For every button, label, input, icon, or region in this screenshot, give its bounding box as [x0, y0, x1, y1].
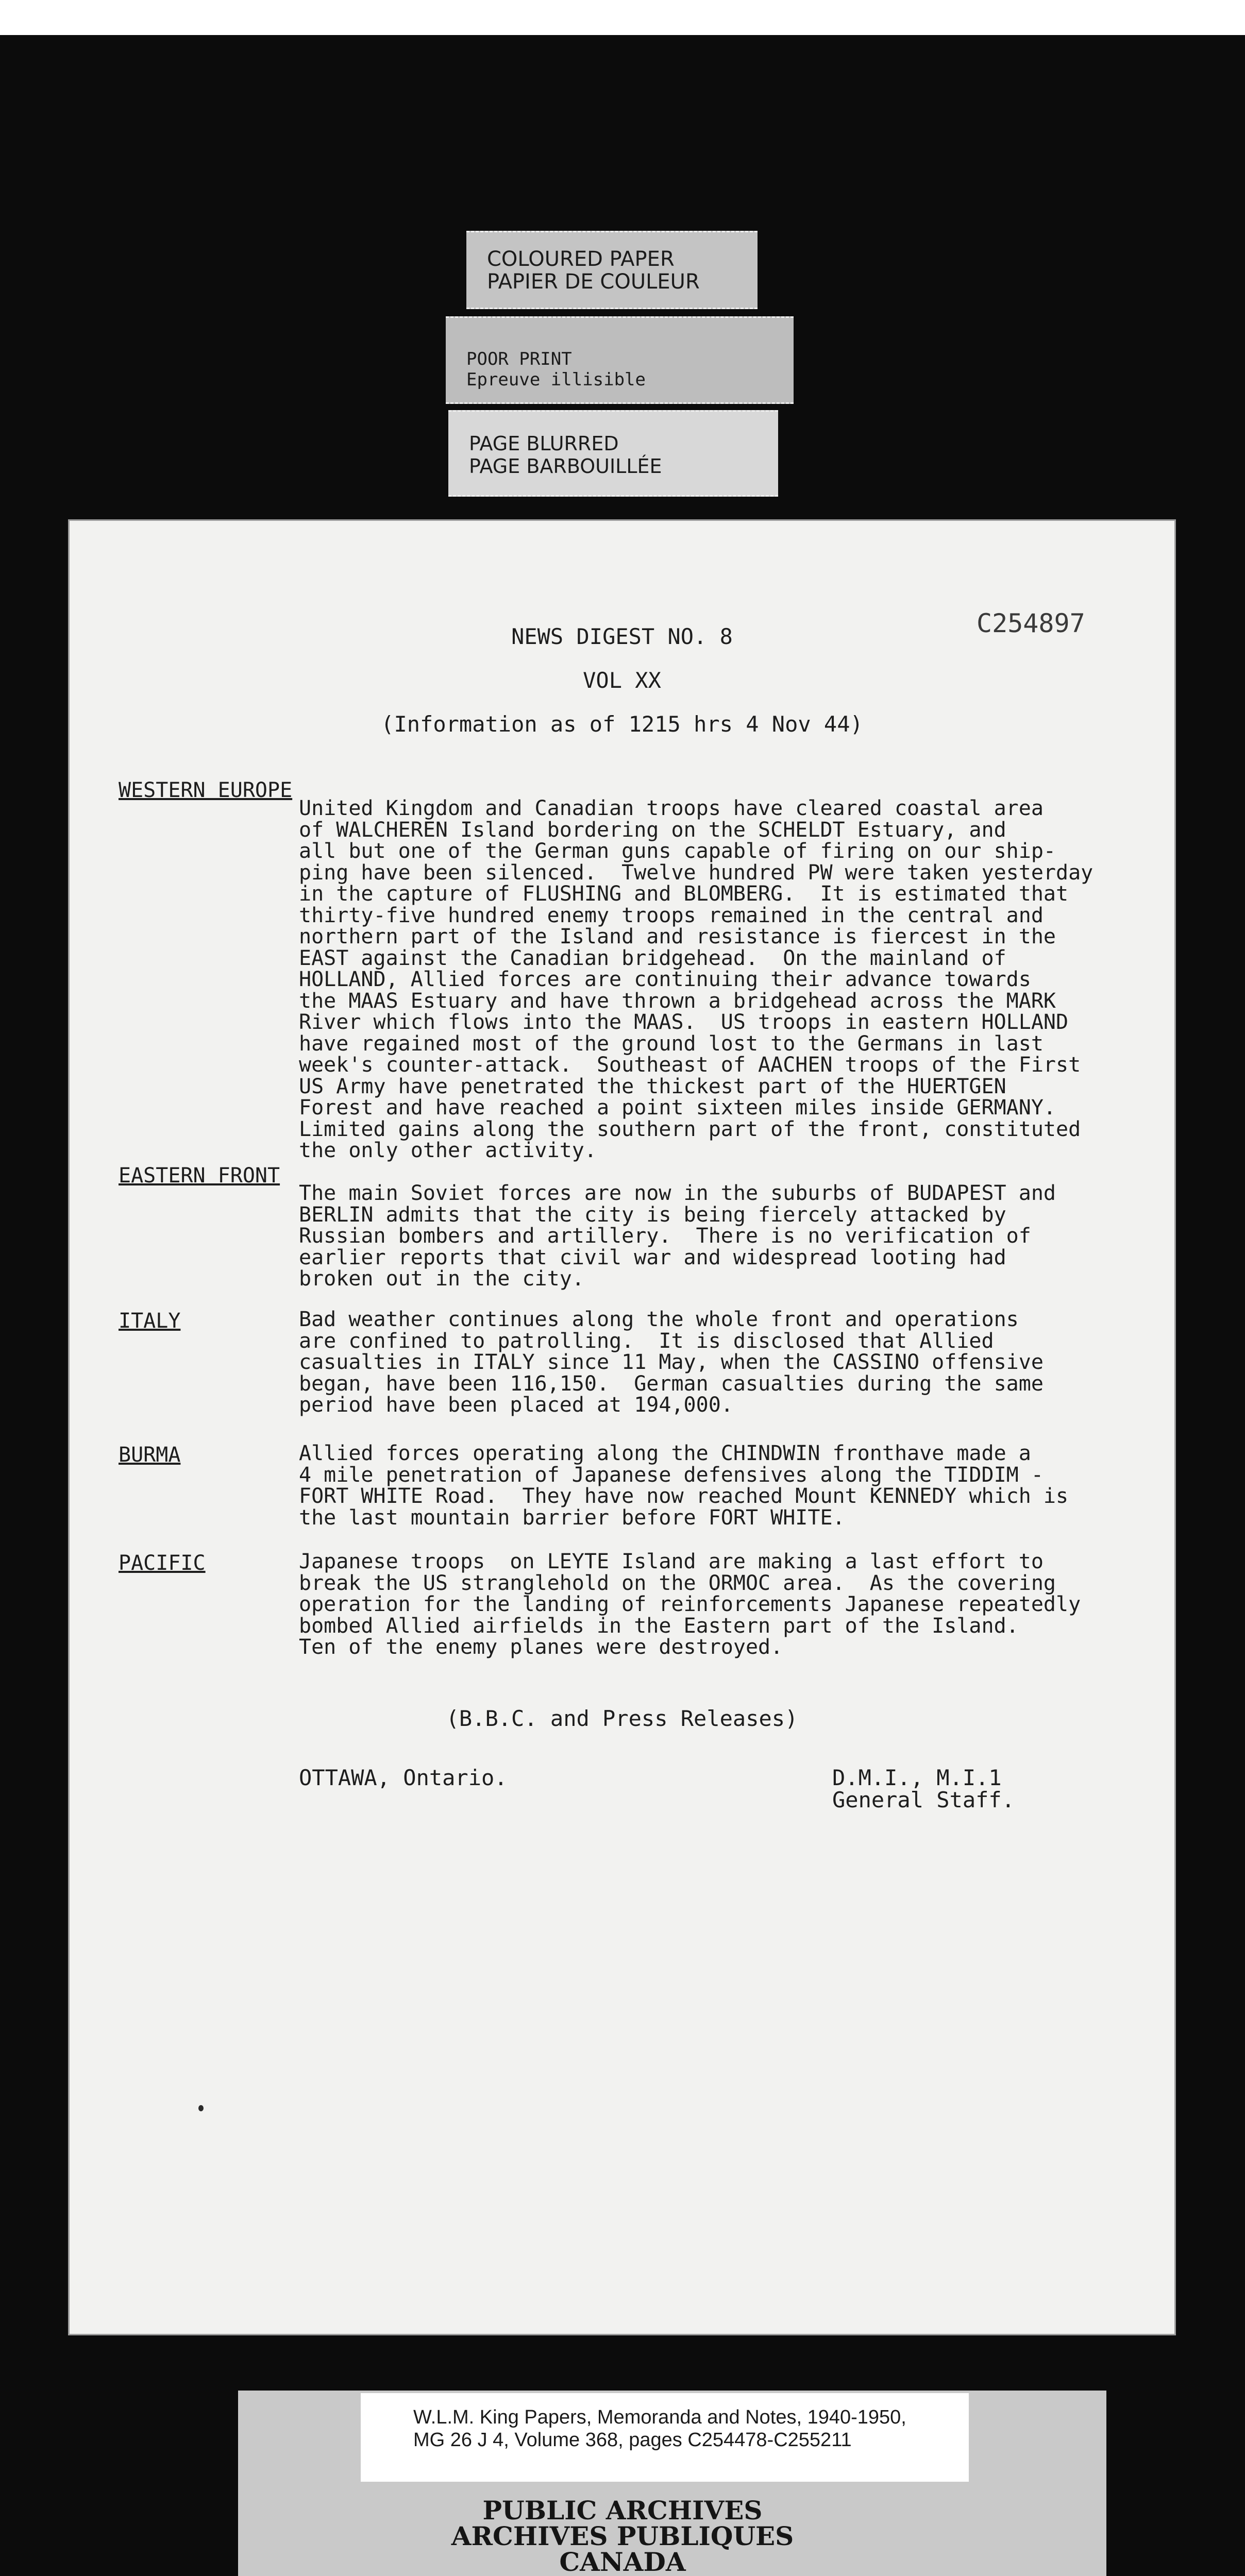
digest-title: NEWS DIGEST NO. 8 — [511, 624, 733, 649]
poor-print-fr: Epreuve illisible — [466, 369, 646, 390]
section-body-pacific: Japanese troops on LEYTE Island are making a last effort to break the US stranglehold on the ORMOC area. As the covering operation for the landing of reinforcements Japanese repeatedly bombed Allied airfields in the Eastern part of the Island. Ten of the enemy planes were destroyed. — [299, 1550, 1081, 1659]
poor-print-en: POOR PRINT — [466, 349, 572, 369]
coloured-paper-fr: PAPIER DE COULEUR — [487, 270, 700, 294]
coloured-paper-en: COLOURED PAPER — [487, 247, 675, 271]
section-body-italy: Bad weather continues along the whole front and operations are confined to patrolling. It is disclosed that Allied casualties in ITALY since 11 May, when the CASSINO offensive began, have been 116,150. German casualties during the same period have been placed at 194,000. — [299, 1308, 1044, 1417]
signature-line-2: General Staff. — [832, 1787, 1015, 1812]
section-body-western-europe: United Kingdom and Canadian troops have cleared coastal area of WALCHEREN Island bordering on the SCHELDT Estuary, and all but one of the German guns capable of firing on our ship- ping have been silenced. Twelve hundred PW were taken yesterday in the capture of FLUSHING and BLOMBERG. It is estimated that thirty-five hundred enemy troops remained in the central and northern part of the Island and resistance is fiercest in the EAST against the Canadian bridgehead. On the mainland of HOLLAND, Allied forces are continuing their advance towards the MAAS Estuary and have thrown a bridgehead across the MARK River which flows into the MAAS. US troops in eastern HOLLAND have regained most of the ground lost to the Germans in last week's counter-attack. Southeast of AACHEN troops of the First US Army have penetrated the thickest part of the HUERTGEN Forest and have reached a point sixteen miles inside GERMANY. Limited gains along the southern part of the front, constituted the only other activity. — [299, 796, 1093, 1162]
source-line: (B.B.C. and Press Releases) — [446, 1706, 798, 1731]
document-number: C254897 — [977, 608, 1085, 638]
archive-stamp-en: PUBLIC ARCHIVES — [482, 2495, 763, 2526]
page-blurred-en: PAGE BLURRED — [469, 432, 619, 455]
section-heading-eastern-front: EASTERN FRONT — [119, 1164, 280, 1188]
page-blurred-fr: PAGE BARBOUILLÉE — [469, 455, 662, 478]
archive-reference-slip — [361, 2393, 969, 2482]
section-heading-western-europe: WESTERN EUROPE — [119, 778, 293, 802]
section-heading-pacific: PACIFIC — [119, 1551, 206, 1575]
archive-slip-line-2: MG 26 J 4, Volume 368, pages C254478-C255211 — [413, 2429, 852, 2451]
section-heading-burma: BURMA — [119, 1443, 181, 1467]
coloured-paper-label — [466, 231, 758, 309]
place-line: OTTAWA, Ontario. — [299, 1765, 508, 1790]
archive-slip-line-1: W.L.M. King Papers, Memoranda and Notes, 1940-1950, — [413, 2406, 906, 2428]
info-line: (Information as of 1215 hrs 4 Nov 44) — [381, 711, 863, 737]
section-body-burma: Allied forces operating along the CHINDWIN fronthave made a 4 mile penetration of Japanese defensives along the TIDDIM - FORT WHITE Road. They have now reached Mount KENNEDY which is the last mountain barrier before FORT WHITE. — [299, 1442, 1069, 1530]
top-margin — [0, 0, 1245, 35]
page-blurred-label — [448, 410, 778, 497]
archive-stamp-country: CANADA — [559, 2547, 686, 2576]
section-body-eastern-front: The main Soviet forces are now in the suburbs of BUDAPEST and BERLIN admits that the city is being fiercely attacked by Russian bombers and artillery. There is no verification of earlier reports that civil war and widespread looting had broken out in the city. — [299, 1181, 1056, 1291]
signature-line-1: D.M.I., M.I.1 — [832, 1765, 1002, 1790]
poor-print-label — [446, 316, 794, 404]
archive-stamp-fr: ARCHIVES PUBLIQUES — [451, 2521, 794, 2551]
section-heading-italy: ITALY — [119, 1309, 181, 1333]
volume-line: VOL XX — [583, 668, 661, 693]
ink-speck — [198, 2105, 204, 2111]
document-page — [68, 519, 1176, 2335]
